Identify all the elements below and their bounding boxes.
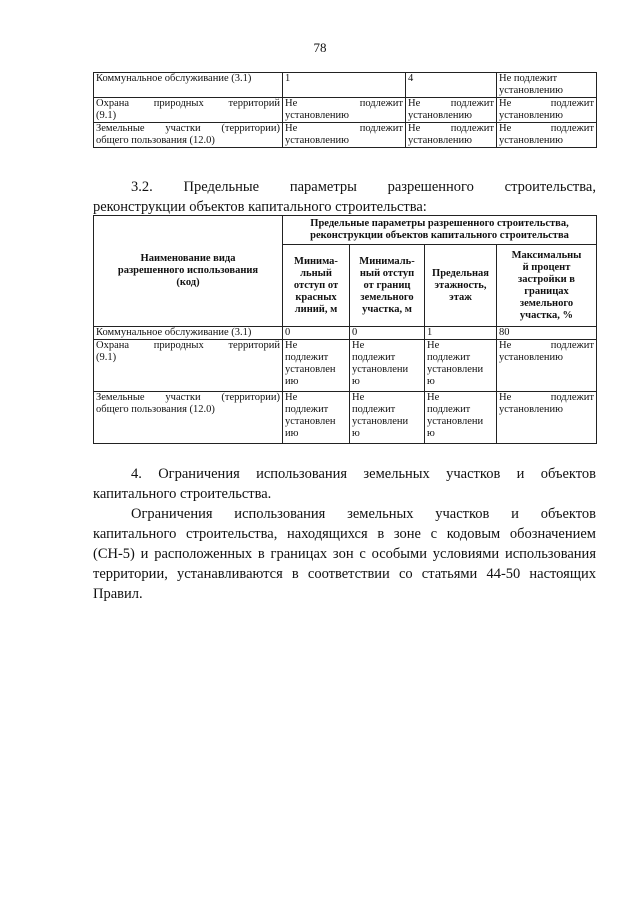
cell-line: земельного bbox=[360, 291, 414, 303]
table-row bbox=[94, 392, 597, 444]
cell-line: (9.1) bbox=[96, 110, 117, 121]
body-line: Ограничения использования земельных участков и объектов bbox=[131, 506, 596, 522]
cell-line: подлежит bbox=[352, 404, 396, 415]
cell-line: Не подлежит bbox=[499, 73, 558, 84]
cell-line: подлежит bbox=[285, 352, 329, 363]
cell-line: ю bbox=[427, 376, 435, 387]
cell-line: Не подлежит bbox=[408, 123, 494, 134]
body-line: территории, устанавливаются в соответствии со статьями 44-50 настоящих bbox=[93, 566, 596, 582]
cell-line: Коммунальное обслуживание (3.1) bbox=[96, 327, 252, 338]
cell-line: й процент bbox=[522, 261, 571, 273]
section-4-heading-line1: 4. Ограничения использования земельных участков и объектов bbox=[131, 466, 596, 482]
cell-line: Не подлежит bbox=[499, 123, 594, 134]
cell-line: застройки в bbox=[518, 273, 575, 285]
cell-line: 0 bbox=[285, 327, 291, 338]
section-3-2-line2: реконструкции объектов капитального строительства: bbox=[93, 199, 427, 215]
cell-line: этажность, bbox=[434, 279, 487, 291]
table-row bbox=[94, 327, 597, 340]
cell-value bbox=[283, 123, 406, 148]
cell-line: 0 bbox=[352, 327, 358, 338]
table-row bbox=[94, 73, 597, 98]
cell-line: Не bbox=[352, 392, 365, 403]
cell-line: установлению bbox=[499, 404, 563, 415]
cell-value bbox=[283, 98, 406, 123]
cell-line: Не подлежит bbox=[499, 392, 594, 403]
cell-line: ю bbox=[352, 428, 360, 439]
cell-max-floors bbox=[425, 392, 497, 444]
section-4 bbox=[93, 464, 596, 604]
cell-line: Не подлежит bbox=[285, 98, 403, 109]
table-row bbox=[94, 340, 597, 392]
cell-value bbox=[497, 73, 597, 98]
section-4-body bbox=[93, 504, 596, 604]
body-line: (СН-5) и расположенных в границах зон с особыми условиями использования bbox=[93, 546, 596, 562]
cell-line: подлежит bbox=[285, 404, 329, 415]
header-red-line-setback bbox=[283, 245, 350, 327]
cell-line: установлению bbox=[499, 85, 563, 96]
cell-line: общего пользования (12.0) bbox=[96, 404, 215, 415]
cell-value bbox=[497, 123, 597, 148]
cell-line: подлежит bbox=[427, 352, 471, 363]
cell-line: Предельные параметры разрешенного строительства, bbox=[310, 218, 569, 229]
cell-line: общего пользования (12.0) bbox=[96, 135, 215, 146]
cell-plot-boundary-setback bbox=[350, 340, 425, 392]
cell-max-floors bbox=[425, 327, 497, 340]
cell-line: этаж bbox=[449, 291, 472, 303]
cell-line: (9.1) bbox=[96, 352, 117, 363]
cell-max-floors bbox=[425, 340, 497, 392]
cell-line: Не подлежит bbox=[408, 98, 494, 109]
cell-line: Не bbox=[285, 392, 298, 403]
table-row bbox=[94, 123, 597, 148]
cell-value bbox=[406, 73, 497, 98]
cell-plot-boundary-setback bbox=[350, 327, 425, 340]
cell-line: установлению bbox=[408, 135, 472, 146]
cell-line: 1 bbox=[427, 327, 433, 338]
cell-use-type bbox=[94, 73, 283, 98]
cell-red-line-setback bbox=[283, 392, 350, 444]
cell-line: участка, м bbox=[362, 303, 412, 315]
header-type-name bbox=[94, 216, 283, 327]
cell-line: установлению bbox=[499, 110, 563, 121]
cell-line: Наименование вида bbox=[140, 253, 236, 264]
cell-line: красных bbox=[295, 291, 337, 303]
table-continued bbox=[93, 72, 597, 148]
cell-line: льный bbox=[300, 267, 332, 279]
cell-use-type bbox=[94, 123, 283, 148]
cell-use-type bbox=[94, 327, 283, 340]
cell-line: установлени bbox=[427, 416, 484, 427]
table-limit-parameters bbox=[93, 215, 597, 444]
cell-line: установлени bbox=[427, 364, 484, 375]
cell-line: Максимальны bbox=[511, 249, 582, 261]
header-group bbox=[283, 216, 597, 245]
cell-line: Коммунальное обслуживание (3.1) bbox=[96, 73, 252, 84]
cell-line: 4 bbox=[408, 73, 414, 84]
cell-line: реконструкции объектов капитального строительства bbox=[310, 230, 569, 241]
cell-line: установлению bbox=[408, 110, 472, 121]
cell-line: отступ от bbox=[293, 279, 339, 291]
cell-line: Предельная bbox=[432, 267, 489, 279]
cell-line: Земельные участки (территории) bbox=[96, 392, 280, 403]
cell-use-type bbox=[94, 340, 283, 392]
cell-line: ю bbox=[352, 376, 360, 387]
body-line: капитального строительства, находящихся в зоне с кодовым обозначением bbox=[93, 526, 596, 542]
cell-line: Не подлежит bbox=[285, 123, 403, 134]
header-max-coverage bbox=[497, 245, 597, 327]
cell-line: установлению bbox=[285, 110, 349, 121]
cell-line: участка, % bbox=[519, 309, 574, 321]
table-row bbox=[94, 98, 597, 123]
cell-line: установлен bbox=[285, 364, 336, 375]
cell-line: Минималь- bbox=[359, 255, 415, 267]
cell-plot-boundary-setback bbox=[350, 392, 425, 444]
cell-line: Не подлежит bbox=[499, 98, 594, 109]
header-max-floors bbox=[425, 245, 497, 327]
cell-line: от границ bbox=[363, 279, 411, 291]
cell-red-line-setback bbox=[283, 327, 350, 340]
cell-line: Не bbox=[427, 392, 440, 403]
cell-line: 80 bbox=[499, 327, 510, 338]
cell-line: подлежит bbox=[352, 352, 396, 363]
cell-line: Не подлежит bbox=[499, 340, 594, 351]
cell-max-coverage bbox=[497, 392, 597, 444]
cell-line: (код) bbox=[176, 277, 200, 288]
cell-line: ию bbox=[285, 428, 299, 439]
cell-line: ию bbox=[285, 376, 299, 387]
cell-line: Земельные участки (территории) bbox=[96, 123, 280, 134]
section-4-heading-line2: капитального строительства. bbox=[93, 486, 272, 502]
cell-line: Минима- bbox=[294, 255, 338, 267]
cell-max-coverage bbox=[497, 327, 597, 340]
cell-line: земельного bbox=[519, 297, 574, 309]
cell-line: подлежит bbox=[427, 404, 471, 415]
cell-red-line-setback bbox=[283, 340, 350, 392]
cell-value bbox=[497, 98, 597, 123]
cell-line: установлени bbox=[352, 416, 409, 427]
cell-line: установлению bbox=[499, 352, 563, 363]
cell-line: 1 bbox=[285, 73, 291, 84]
cell-line: Не bbox=[427, 340, 440, 351]
cell-value bbox=[283, 73, 406, 98]
cell-line: Не bbox=[352, 340, 365, 351]
section-3-2-line1: 3.2. Предельные параметры разрешенного строительства, bbox=[131, 179, 596, 195]
section-3-2-heading bbox=[93, 177, 596, 217]
cell-line: ю bbox=[427, 428, 435, 439]
cell-line: установлению bbox=[285, 135, 349, 146]
cell-line: Охрана природных территорий bbox=[96, 340, 280, 351]
body-line: Правил. bbox=[93, 586, 143, 602]
cell-line: Охрана природных территорий bbox=[96, 98, 280, 109]
cell-line: разрешенного использования bbox=[117, 265, 259, 276]
cell-value bbox=[406, 98, 497, 123]
cell-line: установлен bbox=[285, 416, 336, 427]
page-number: 78 bbox=[313, 40, 327, 55]
cell-line: Не bbox=[285, 340, 298, 351]
cell-line: ный отступ bbox=[359, 267, 415, 279]
cell-use-type bbox=[94, 98, 283, 123]
cell-line: линий, м bbox=[294, 303, 338, 315]
cell-value bbox=[406, 123, 497, 148]
cell-line: границах bbox=[524, 285, 569, 297]
cell-line: установлени bbox=[352, 364, 409, 375]
cell-max-coverage bbox=[497, 340, 597, 392]
header-plot-boundary-setback bbox=[350, 245, 425, 327]
cell-use-type bbox=[94, 392, 283, 444]
cell-line: установлению bbox=[499, 135, 563, 146]
